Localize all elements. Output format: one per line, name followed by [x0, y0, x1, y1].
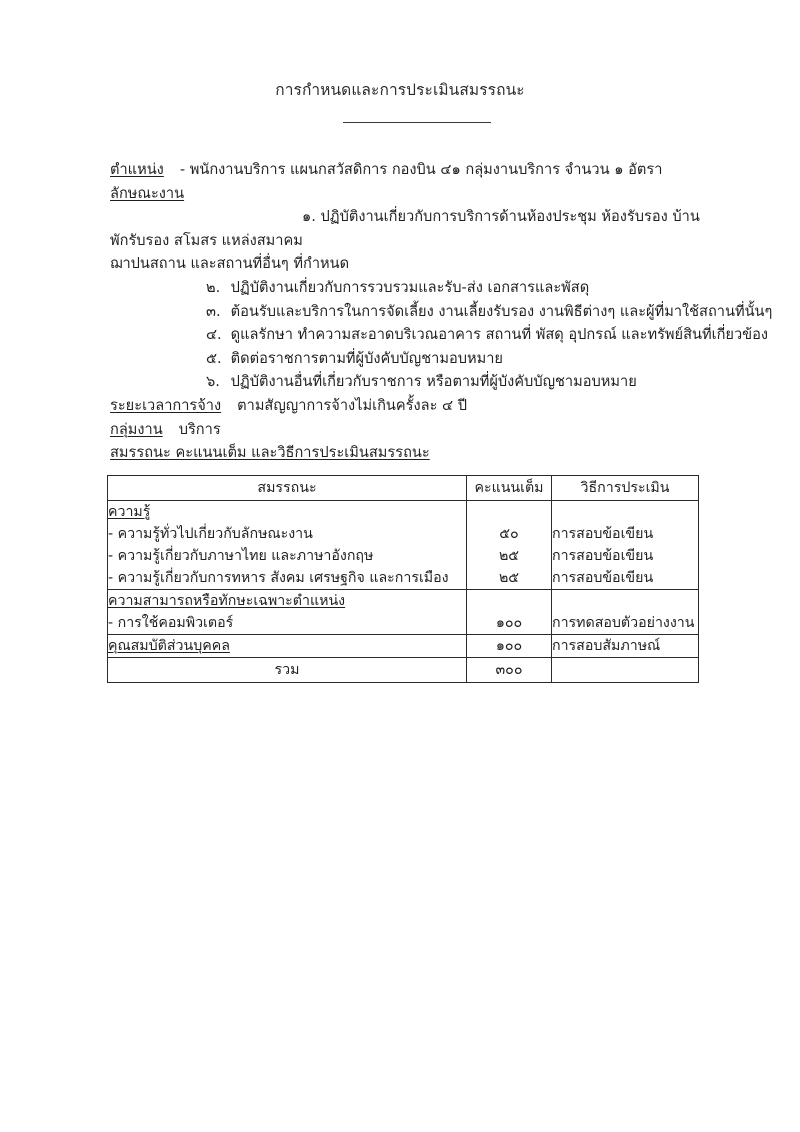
position-value: - พนักงานบริการ แผนกสวัสดิการ กองบิน ๔๑ กลุ่มงานบริการ จำนวน ๑ อัตรา [179, 161, 663, 178]
duty-text-2: ปฏิบัติงานเกี่ยวกับการรวบรวมและรับ-ส่ง เอกสารและพัสดุ [230, 278, 590, 296]
duty-text-4: ดูแลรักษา ทำความสะอาดบริเวณอาคาร สถานที่ พัสดุ อุปกรณ์ และทรัพย์สินที่เกี่ยวข้อง [230, 326, 769, 344]
title-divider [343, 122, 491, 123]
position-line [110, 158, 710, 182]
duration-value: ตามสัญญาการจ้างไม่เกินครั้งละ ๔ ปี [237, 396, 467, 414]
score-value: ๒๕ [498, 570, 520, 586]
method-spacer [552, 501, 698, 523]
group-personal-scores [467, 635, 552, 658]
method-value: การทดสอบตัวอย่างงาน [552, 615, 695, 631]
duty-number-6: ๖. [206, 373, 220, 391]
group-personal-competencies [108, 635, 467, 658]
total-method [552, 658, 699, 683]
duty-number-1: ๑. [302, 208, 316, 226]
position-label: ตำแหน่ง [110, 161, 164, 178]
duty-text-1: ปฏิบัติงานเกี่ยวกับการบริการด้านห้องประชุม ห้องรับรอง บ้านพักรับรอง สโมสร แหล่งสมาคม [110, 208, 700, 249]
duty-item-6 [110, 370, 710, 394]
group-value: บริการ [178, 420, 221, 438]
method-value: การสอบข้อเขียน [552, 548, 654, 564]
duty-item-2 [110, 276, 710, 300]
group-skills-competencies [108, 590, 467, 635]
page-title: การกำหนดและการประเมินสมรรถนะ [275, 81, 525, 99]
score-value: ๕๐ [499, 526, 519, 542]
competency-item: - การใช้คอมพิวเตอร์ [108, 615, 234, 631]
duty-item-4 [110, 323, 769, 347]
competency-item: - ความรู้ทั่วไปเกี่ยวกับลักษณะงาน [108, 526, 313, 542]
table-heading: สมรรถนะ คะแนนเต็ม และวิธีการประเมินสมรรถนะ [110, 444, 430, 462]
competency-item: - ความรู้เกี่ยวกับภาษาไทย และภาษาอังกฤษ [108, 548, 374, 564]
group-skills-scores [467, 590, 552, 635]
duration-label: ระยะเวลาการจ้าง [110, 396, 222, 414]
table-row [108, 501, 699, 590]
group-heading-personal: คุณสมบัติส่วนบุคคล [108, 638, 230, 654]
group-heading-skills: ความสามารถหรือทักษะเฉพาะตำแหน่ง [108, 593, 346, 609]
group-skills-methods [552, 590, 699, 635]
header-competency: สมรรถนะ [108, 476, 467, 501]
header-method: วิธีการประเมิน [552, 476, 699, 501]
method-value: การสอบสัมภาษณ์ [552, 638, 661, 654]
group-label: กลุ่มงาน [110, 420, 163, 438]
group-knowledge-methods [552, 501, 699, 590]
duty-text-3: ต้อนรับและบริการในการจัดเลี้ยง งานเลี้ยงรับรอง งานพิธีต่างๆ และผู้ที่มาใช้สถานที่นั้นๆ [230, 302, 773, 320]
method-spacer [552, 590, 698, 612]
score-value: ๑๐๐ [495, 615, 523, 631]
score-value: ๑๐๐ [495, 638, 523, 654]
duty-text-6: ปฏิบัติงานอื่นที่เกี่ยวกับราชการ หรือตามที่ผู้บังคับบัญชามอบหมาย [230, 373, 637, 391]
document-body [110, 158, 773, 465]
total-label: รวม [108, 658, 467, 683]
score-value: ๒๕ [498, 548, 520, 564]
score-spacer [467, 590, 551, 612]
duty-item-5 [110, 347, 710, 371]
total-score: ๓๐๐ [467, 658, 552, 683]
duration-line [110, 394, 710, 418]
header-score: คะแนนเต็ม [467, 476, 552, 501]
duty-item-1-continuation: ฌาปนสถาน และสถานที่อื่นๆ ที่กำหนด [110, 255, 350, 273]
competency-table [107, 475, 699, 683]
group-heading-knowledge: ความรู้ [108, 504, 151, 520]
duties-heading: ลักษณะงาน [110, 184, 185, 202]
method-value: การสอบข้อเขียน [552, 570, 654, 586]
duty-item-1 [110, 205, 710, 252]
group-line [110, 418, 710, 442]
duty-number-3: ๓. [206, 302, 221, 320]
group-knowledge-scores [467, 501, 552, 590]
table-header-row [108, 476, 699, 501]
duty-number-2: ๒. [206, 278, 221, 296]
group-personal-methods [552, 635, 699, 658]
score-spacer [467, 501, 551, 523]
duty-number-4: ๔. [206, 326, 222, 344]
table-row [108, 590, 699, 635]
table-total-row [108, 658, 699, 683]
competency-item: - ความรู้เกี่ยวกับการทหาร สังคม เศรษฐกิจ และการเมือง [108, 570, 449, 586]
table-row [108, 635, 699, 658]
duty-text-5: ติดต่อราชการตามที่ผู้บังคับบัญชามอบหมาย [230, 349, 503, 367]
duty-item-3 [110, 300, 773, 324]
group-knowledge-competencies [108, 501, 467, 590]
method-value: การสอบข้อเขียน [552, 526, 654, 542]
duty-number-5: ๕. [206, 349, 222, 367]
